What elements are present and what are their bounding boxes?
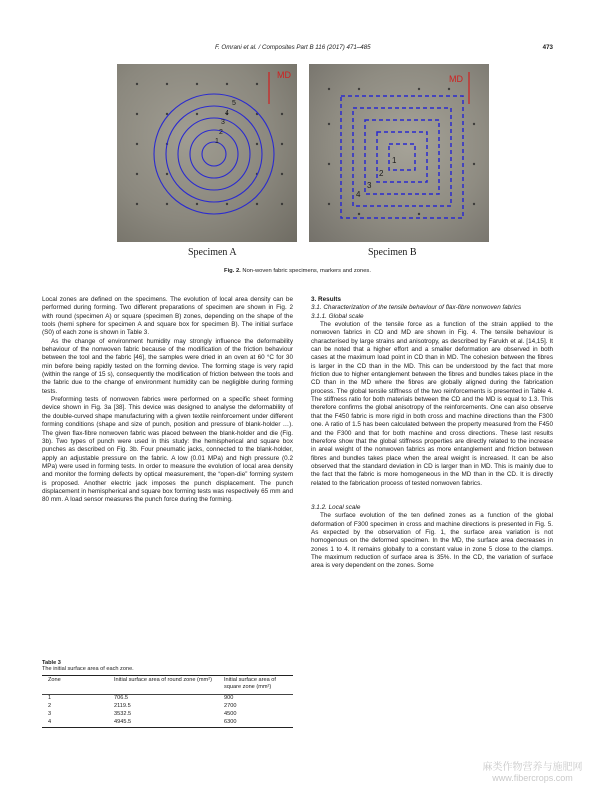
zone-label: 5 bbox=[232, 100, 236, 107]
specimen-a-zones bbox=[117, 64, 297, 242]
paragraph: Preforming tests of nonwoven fabrics were performed on a specific sheet forming device shown in Fig. 3a [38]. This device was designed to analyse the deformability of the double-curved shape manufacturing with a given textile reinforcement under different forming conditions (shape and size of punch, position and pressure of blank-holder …). The given flax-fibre nonwoven fabric was placed between the blank-holder and die (Fig. 3b). Two types of punch were used in this study: the hemispherical and square box punches as described on Fig. 3b. Four pneumatic jacks, connected to the blank-holder, apply an adjustable pressure on the fabric. A low (0.01 MPa) and high pressure (0.2 MPa) were used in forming tests. In order to measure the evolution of local area density and monitor the forming defects by optical measurement, the “open-die” forming system is proposed. Another electric jack imposes the punch displacement. The punch displacement in hemispherical and square box forming tests was respectively 65 mm and 80 mm. A load sensor measures the punch force during the forming. bbox=[42, 396, 293, 504]
zone-label: 3 bbox=[367, 181, 372, 190]
journal-citation: F. Omrani et al. / Composites Part B 116 (2017) 471–485 bbox=[215, 44, 371, 51]
zone-label: 4 bbox=[225, 110, 229, 117]
table-header: Initial surface area of round zone (mm²) bbox=[114, 676, 224, 694]
specimen-b-label: Specimen B bbox=[368, 247, 417, 258]
table-header: Zone bbox=[42, 676, 114, 694]
zone-label: 3 bbox=[221, 119, 225, 126]
table-row: 2 2119.5 2700 bbox=[48, 703, 237, 709]
section-heading: 3. Results bbox=[311, 296, 341, 303]
table-title: Table 3 bbox=[42, 660, 61, 666]
figure-caption bbox=[0, 268, 595, 274]
specimen-a-label: Specimen A bbox=[188, 247, 237, 258]
page-number: 473 bbox=[542, 44, 553, 51]
specimen-a-photo bbox=[117, 64, 297, 242]
paragraph: The evolution of the tensile force as a function of the strain applied to the nonwoven fabrics in CD and MD are shown in Fig. 4. The tensile behaviour is characterised by large strains and anisotropy, as described by Farukh et al. [14,15]. It can be noted that a higher effort and a smaller deformation are observed in both cases at the maximum load point in CD than in MD. The cohesion between the fibres is larger in the CD than in the MD. This can be understood by the fact that more friction due to higher entanglement between the fibres and bundles takes place in the CD than in the MD where the fibres are globally aligned during the fabrication process. The global tensile stiffness of the two reinforcements is presented in Table 4. The stiffness ratio for both materials between the CD and the MD is equal to 1.3. This therefore confirms the global anisotropy of the reinforcements. One can also observe that the F450 fabric is more rigid in both cross and machine directions than the F300 one. A ratio of 1.5 has been calculated between the property measured from the F450 and the F300 and that for both machine and cross directions. These last results therefore show that the global stiffness properties are directly related to the increase in areal weight of the nonwoven fabrics as more entanglement and friction between fibres and bundles takes place when the areal weight is increased. It can be also observed that the standard deviation in CD is larger than in MD. This is mainly due to the fact that the fabric is more homogeneous in the MD than in the CD. It is directly related to the fabrication process of tested nonwoven fabrics. bbox=[311, 321, 553, 487]
zone-label: 4 bbox=[356, 190, 361, 199]
watermark-line: 麻类作物营养与施肥网 bbox=[482, 762, 583, 773]
md-label-a: MD bbox=[277, 70, 291, 80]
left-column bbox=[42, 296, 293, 505]
zone-label: 2 bbox=[379, 169, 384, 178]
watermark bbox=[470, 758, 595, 783]
md-label-b: MD bbox=[449, 74, 463, 84]
table-header: Initial surface area of square zone (mm²) bbox=[224, 676, 293, 694]
figure-caption-number: Fig. 2. bbox=[224, 268, 241, 274]
table-row: 4 4945.5 6300 bbox=[48, 719, 237, 725]
table-3 bbox=[42, 660, 293, 728]
running-header bbox=[0, 44, 595, 56]
paragraph: The surface evolution of the ten defined zones as a function of the global deformation of F300 specimen in cross and machine directions is presented in Fig. 5. As expected by the observation of Fig. 1, the surface area variation is not homogenous on the deformed specimen. In the MD, the surface area decreases in zones 1 to 4. It remains globally to a constant value in zone 5 close to the clamps. The maximum reduction of surface area is 35%. In the CD, the variation of surface area is very dependent on the zones. Some bbox=[311, 512, 553, 570]
figure-caption-text: Non-woven fabric specimens, markers and zones. bbox=[240, 268, 371, 274]
table-subtitle: The initial surface area of each zone. bbox=[42, 666, 134, 672]
right-column bbox=[311, 296, 553, 571]
table-row: 3 3532.5 4500 bbox=[48, 711, 237, 717]
zone-label: 1 bbox=[215, 138, 219, 145]
zone-label: 2 bbox=[219, 129, 223, 136]
paragraph: Local zones are defined on the specimens. The evolution of local area density can be performed during forming. Two different preparations of specimen are shown in Fig. 2 with round (specimen A) or square (specimen B) zones, depending on the shape of the tools (hemi sphere for specimen A and square box for specimen B). The initial surface (S0) of each zone is shown in Table 3. bbox=[42, 296, 293, 337]
subsubsection-heading: 3.1.1. Global scale bbox=[311, 312, 364, 320]
subsubsection-heading: 3.1.2. Local scale bbox=[311, 503, 361, 511]
zone-label: 1 bbox=[392, 156, 397, 165]
watermark-line: www.fibercrops.com bbox=[492, 773, 573, 783]
specimen-b-zones bbox=[309, 64, 489, 242]
specimen-b-photo bbox=[309, 64, 489, 242]
table-row: 1 706.5 900 bbox=[48, 695, 234, 701]
subsection-heading: 3.1. Characterization of the tensile behaviour of flax-fibre nonwoven fabrics bbox=[311, 304, 522, 312]
paragraph: As the change of environment humidity may strongly influence the deformability behaviour of the nonwoven fabric because of the modification of the friction behaviour between the tool and the fabric [46], the samples were dried in an oven at 60 °C for 30 min before being rapidly tested on the forming device. The forming stage is very rapid (within the range of 15 s), consequently the modification of friction between the tools and the fabric due to the change of environment humidity can be negligible during forming tests. bbox=[42, 337, 293, 395]
